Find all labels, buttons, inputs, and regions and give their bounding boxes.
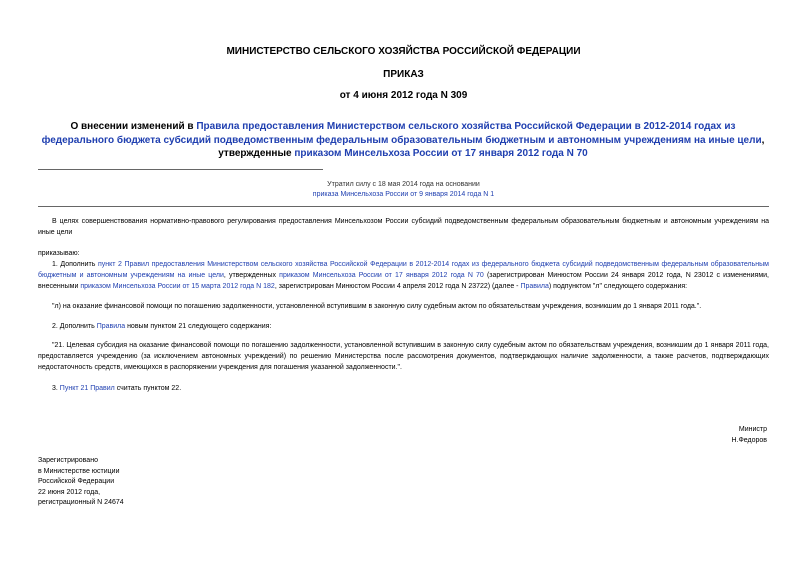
short-divider	[38, 169, 323, 170]
item-3-paragraph	[38, 384, 769, 395]
item-1-lead: 1. Дополнить	[52, 261, 98, 268]
item-1-end: ) подпунктом "л" следующего содержания:	[548, 282, 688, 290]
order-word: приказываю:	[38, 250, 80, 257]
expiry-notice-link-row	[0, 190, 807, 200]
registration-line: в Министерстве юстиции	[38, 467, 120, 475]
item-3-point-link[interactable]: Пункт 21 Правил	[59, 385, 115, 392]
item-1-paragraph	[38, 260, 769, 292]
title-order-link[interactable]: приказом Минсельхоза России от 17 января 2012 года N 70	[294, 148, 588, 159]
quote-1-paragraph: "л) на оказание финансовой помощи по погашению задолженности, установленной вступившим в законную силу судебным актом по обязательствам учреждения, возникшим до 1 января 2011 года.".	[52, 303, 702, 310]
document-type: ПРИКАЗ	[383, 69, 424, 80]
item-3-tail: считать пунктом 22.	[114, 385, 182, 392]
item-1-rules-short-link[interactable]: Правила	[520, 282, 549, 290]
expiry-notice: Утратил силу с 18 мая 2014 года на основании	[327, 181, 480, 188]
item-1-mid2: (зарегистрирован Минюстом России 24 января 2012 года, N 23012 с изменениями, внесенными	[38, 271, 769, 290]
registration-line: 22 июня 2012 года,	[38, 488, 101, 496]
ministry-heading: МИНИСТЕРСТВО СЕЛЬСКОГО ХОЗЯЙСТВА РОССИЙСКОЙ ФЕДЕРАЦИИ	[226, 46, 581, 57]
item-2-lead: 2. Дополнить	[52, 323, 97, 330]
title-middle: , утвержденные	[218, 134, 765, 159]
intro-paragraph: В целях совершенствования нормативно-правового регулирования предоставления Минсельхозом России субсидий подведомственным федеральным образовательным бюджетным и автономным учреждениям на иные цели	[38, 218, 769, 236]
signature-position: Министр	[738, 426, 767, 433]
full-divider	[38, 206, 769, 207]
registration-line: регистрационный N 24674	[38, 499, 124, 506]
item-2-rules-link[interactable]: Правила	[96, 323, 126, 330]
item-1-order182-link[interactable]: приказом Минсельхоза России от 15 марта 2012 года N 182	[80, 282, 275, 290]
item-1-tail: , зарегистрирован Минюстом России 4 апреля 2012 года N 23722) (далее -	[274, 282, 521, 290]
item-2-tail: новым пунктом 21 следующего содержания:	[125, 323, 272, 330]
document-date: от 4 июня 2012 года N 309	[339, 90, 468, 101]
item-1-rules-link[interactable]: пункт 2 Правил предоставления Министерством сельского хозяйства Российской Федерации в 2012-2014 годах из федерального бюджета субсидий подведомственным федеральным образовательным бюджетным и автономным учреждениям на иные цели	[38, 261, 769, 279]
quote-2-paragraph: "21. Целевая субсидия на оказание финансовой помощи по погашению задолженности, установленной вступившим в законную силу судебным актом по обязательствам учреждения, возникшим до 1 января 2011 года, предоставляется учреждению (за исключением автономных учреждений) по решению Министерства после рассмотрения документов, подтверждающих наличие задолженности, а также расчетов, подтверждающих недостаточность средств, имеющихся в распоряжении учреждения для погашения указанной задолженности.".	[38, 342, 769, 371]
title-rules-link[interactable]: Правила предоставления Министерством сельского хозяйства Российской Федерации в 2012-2014 годах из федерального бюджета субсидий подведомственным федеральным образовательным бюджетным и автономным учреждениям на иные цели	[41, 121, 762, 146]
registration-line: Российской Федерации	[38, 478, 115, 485]
item-2-paragraph	[38, 322, 769, 333]
expiry-order-link[interactable]: приказа Минсельхоза России от 9 января 2014 года N 1	[312, 191, 495, 198]
title-prefix: О внесении изменений в	[70, 121, 197, 132]
item-1-mid1: , утвержденных	[223, 271, 280, 279]
item-1-order70-link[interactable]: приказом Минсельхоза России от 17 января 2012 года N 70	[279, 271, 484, 279]
item-3-lead: 3.	[52, 385, 60, 392]
signature-name: Н.Федоров	[731, 437, 767, 444]
registration-line: Зарегистрировано	[38, 457, 98, 464]
document-title	[38, 120, 768, 161]
